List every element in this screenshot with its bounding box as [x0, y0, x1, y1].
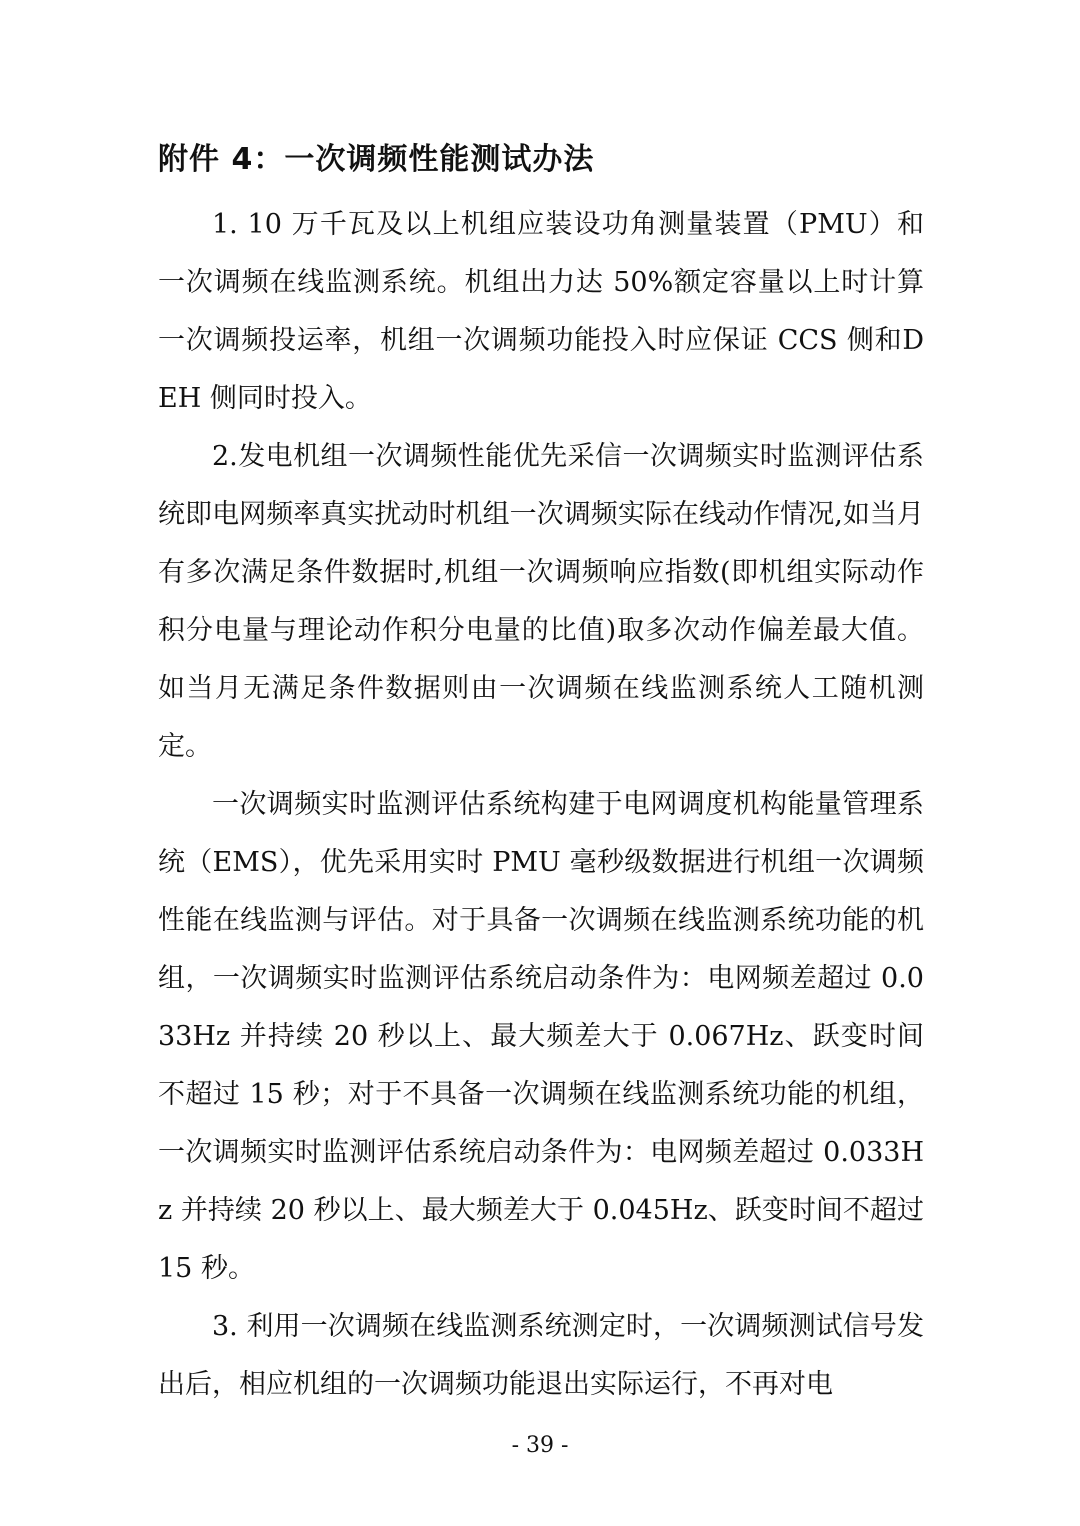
paragraph-1: 1. 10 万千瓦及以上机组应装设功角测量装置（PMU）和一次调频在线监测系统。机组出力达 50%额定容量以上时计算一次调频投运率，机组一次调频功能投入时应保证 CCS 侧和DEH 侧同时投入。 [158, 209, 924, 414]
paragraph-4: 3. 利用一次调频在线监测系统测定时，一次调频测试信号发出后，相应机组的一次调频功能退出实际运行，不再对电 [158, 1311, 924, 1400]
document-body [158, 196, 924, 1414]
paragraph-2: 2.发电机组一次调频性能优先采信一次调频实时监测评估系统即电网频率真实扰动时机组一次调频实际在线动作情况,如当月有多次满足条件数据时,机组一次调频响应指数(即机组实际动作积分电量与理论动作积分电量的比值)取多次动作偏差最大值。如当月无满足条件数据则由一次调频在线监测系统人工随机测定。 [158, 441, 924, 762]
document-heading: 附件 4：一次调频性能测试办法 [158, 142, 595, 177]
page-number: - 39 - [511, 1433, 569, 1458]
paragraph-3: 一次调频实时监测评估系统构建于电网调度机构能量管理系统（EMS），优先采用实时 PMU 毫秒级数据进行机组一次调频性能在线监测与评估。对于具备一次调频在线监测系统功能的机组，一次调频实时监测评估系统启动条件为：电网频差超过 0.033Hz 并持续 20 秒以上、最大频差大于 0.067Hz、跃变时间不超过 15 秒；对于不具备一次调频在线监测系统功能的机组，一次调频实时监测评估系统启动条件为：电网频差超过 0.033Hz 并持续 20 秒以上、最大频差大于 0.045Hz、跃变时间不超过 15 秒。 [158, 789, 924, 1284]
